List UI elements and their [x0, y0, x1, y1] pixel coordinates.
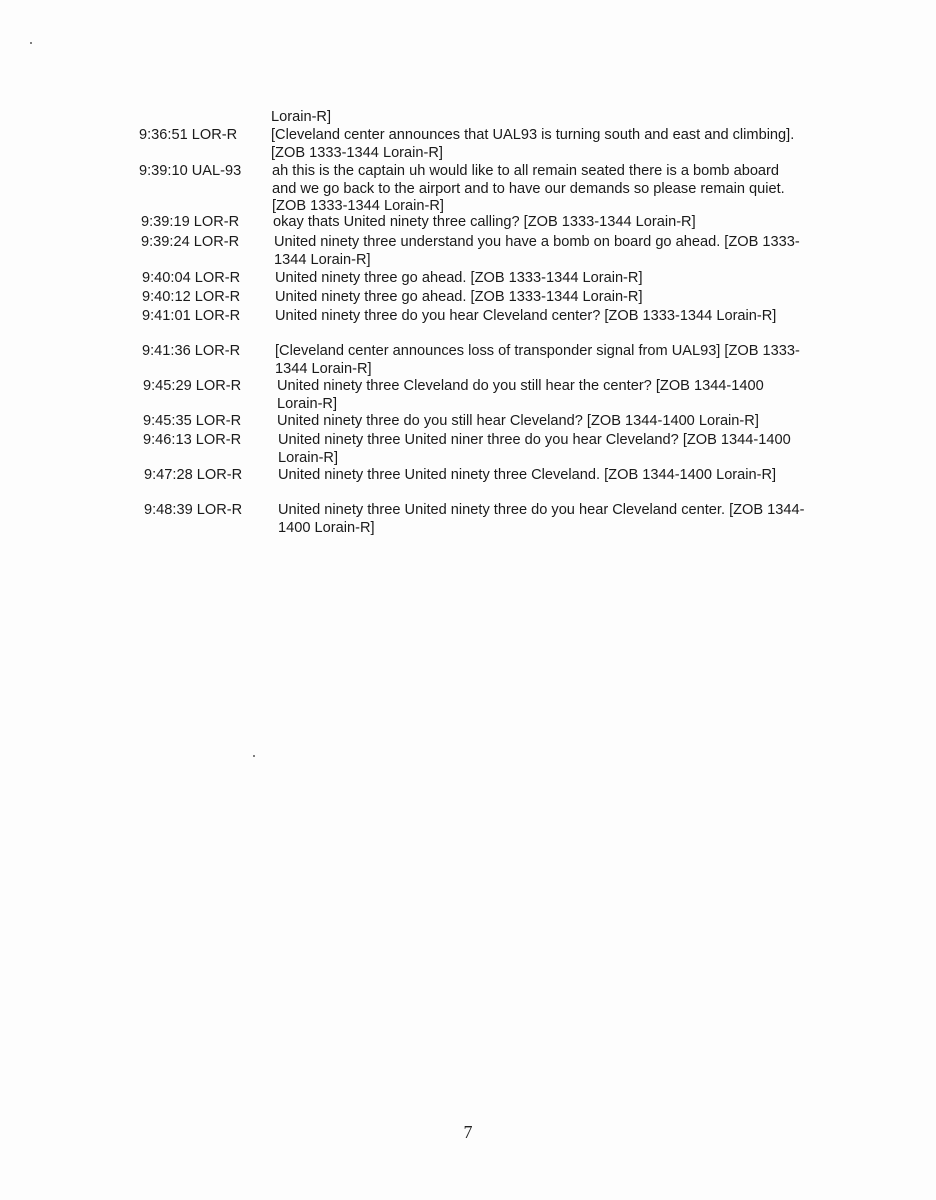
entry-timestamp: 9:45:35 LOR-R	[143, 413, 242, 429]
page-number: 7	[463, 1122, 473, 1142]
scan-speck	[253, 755, 255, 757]
entry-timestamp: 9:40:12 LOR-R	[142, 289, 241, 305]
continuation-text: Lorain-R]	[271, 109, 332, 125]
entry-text: ah this is the captain uh would like to all remain seated there is a bomb aboard and we go back to the airport and to have our demands so please remain quiet. [ZOB 1333-1344 Lorain-R]	[272, 163, 785, 215]
entry-timestamp: 9:41:36 LOR-R	[142, 343, 241, 359]
entry-text: okay thats United ninety three calling? [ZOB 1333-1344 Lorain-R]	[273, 214, 696, 230]
entry-timestamp: 9:40:04 LOR-R	[142, 270, 241, 286]
entry-text: United ninety three United niner three do you hear Cleveland? [ZOB 1344-1400 Lorain-R]	[278, 432, 791, 466]
entry-timestamp: 9:39:24 LOR-R	[141, 234, 240, 250]
entry-text: United ninety three understand you have a bomb on board go ahead. [ZOB 1333-1344 Lorain-R]	[274, 234, 800, 268]
entry-text: United ninety three go ahead. [ZOB 1333-1344 Lorain-R]	[275, 270, 643, 286]
entry-text: United ninety three Cleveland do you still hear the center? [ZOB 1344-1400 Lorain-R]	[277, 378, 764, 412]
entry-text: [Cleveland center announces loss of transponder signal from UAL93] [ZOB 1333-1344 Lorain-R]	[275, 343, 800, 377]
entry-timestamp: 9:39:10 UAL-93	[139, 163, 242, 179]
entry-timestamp: 9:48:39 LOR-R	[144, 502, 243, 518]
entry-text: United ninety three United ninety three do you hear Cleveland center. [ZOB 1344-1400 Lorain-R]	[278, 502, 805, 536]
entry-timestamp: 9:36:51 LOR-R	[139, 127, 238, 143]
entry-timestamp: 9:41:01 LOR-R	[142, 308, 241, 324]
scan-speck	[30, 42, 32, 44]
entry-text: [Cleveland center announces that UAL93 is turning south and east and climbing]. [ZOB 1333-1344 Lorain-R]	[271, 127, 795, 161]
entry-text: United ninety three go ahead. [ZOB 1333-1344 Lorain-R]	[275, 289, 643, 305]
entry-timestamp: 9:47:28 LOR-R	[144, 467, 243, 483]
entry-text: United ninety three do you hear Cleveland center? [ZOB 1333-1344 Lorain-R]	[275, 308, 777, 324]
entry-timestamp: 9:46:13 LOR-R	[143, 432, 242, 448]
entry-timestamp: 9:39:19 LOR-R	[141, 214, 240, 230]
entry-timestamp: 9:45:29 LOR-R	[143, 378, 242, 394]
entry-text: United ninety three do you still hear Cleveland? [ZOB 1344-1400 Lorain-R]	[277, 413, 759, 429]
entry-text: United ninety three United ninety three Cleveland. [ZOB 1344-1400 Lorain-R]	[278, 467, 777, 483]
